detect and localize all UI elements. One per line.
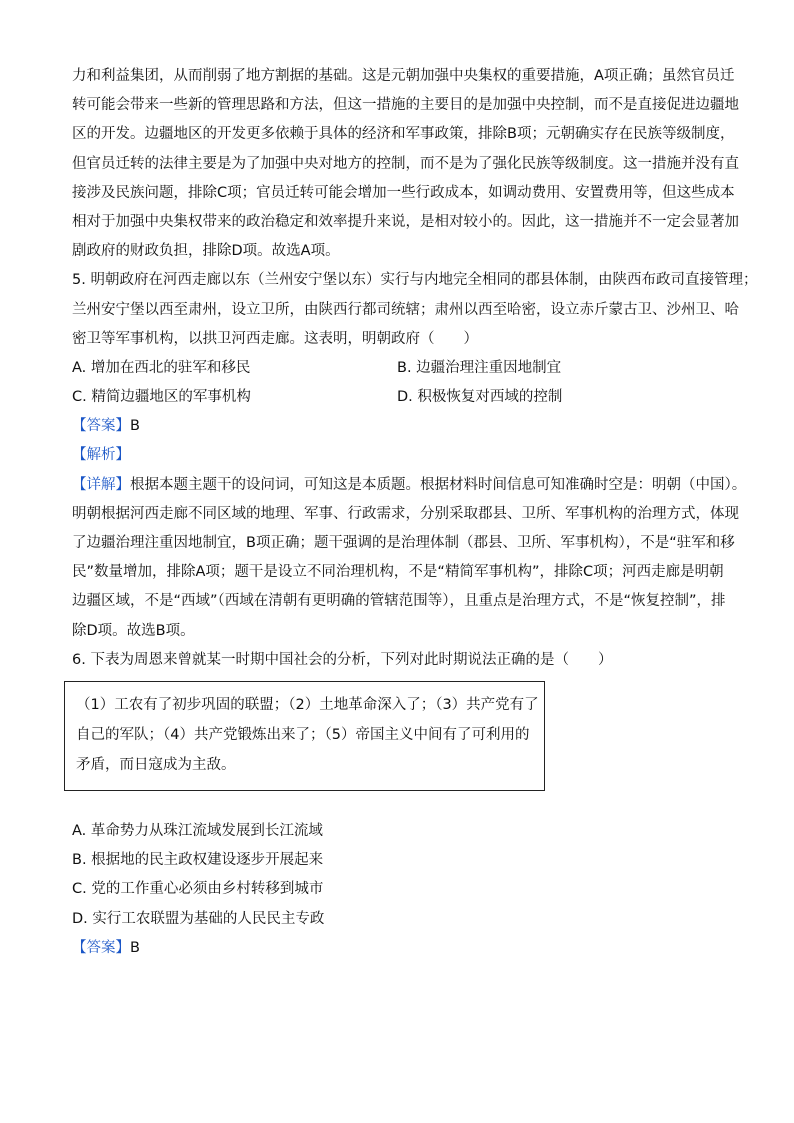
- text-line: 相对于加强中央集权带来的政治稳定和效率提升来说，是相对较小的。因此，这一措施并不一定会显著加: [72, 213, 739, 230]
- quote-line: 自己的军队；（4）共产党锻炼出来了；（5）帝国主义中间有了可利用的: [76, 726, 530, 743]
- option-a: A. 增加在西北的驻军和移民: [72, 359, 251, 376]
- option-b: B. 根据地的民主政权建设逐步开展起来: [72, 852, 324, 869]
- question-stem-line: 5. 明朝政府在河西走廊以东（兰州安宁堡以东）实行与内地完全相同的郡县体制，由陕西布政司直接管理；: [72, 272, 758, 289]
- text-line: 接涉及民族问题，排除C项；官员迁转可能会增加一些行政成本，如调动费用、安置费用等，但这些成本: [72, 184, 735, 201]
- quote-line: 矛盾，而日寇成为主敌。: [76, 756, 236, 773]
- answer-value: B: [130, 939, 140, 956]
- option-a: A. 革命势力从珠江流域发展到长江流域: [72, 822, 323, 839]
- text-line: 力和利益集团，从而削弱了地方割据的基础。这是元朝加强中央集权的重要措施，A项正确；虽然官员迁: [72, 68, 735, 84]
- detail-line: 边疆区域，不是“西域”（西域在清朝有更明确的管辖范围等），且重点是治理方式，不是“恢复控制”，排: [72, 593, 726, 610]
- options-row: [72, 354, 724, 383]
- detail-line: 了边疆治理注重因地制宜，B项正确；题干强调的是治理体制（郡县、卫所、军事机构），不是“驻军和移: [72, 535, 735, 551]
- answer-label: 【答案】: [72, 939, 130, 956]
- analysis-label: 【解析】: [72, 447, 130, 464]
- option-c: C. 党的工作重心必须由乡村转移到城市: [72, 881, 324, 898]
- answer-line: [72, 412, 724, 441]
- option-b: B. 边疆治理注重因地制宜: [397, 359, 562, 376]
- detail-line: [72, 471, 747, 500]
- text-line: 转可能会带来一些新的管理思路和方法，但这一措施的主要目的是加强中央控制，而不是直接促进边疆地: [72, 97, 739, 114]
- question-stem-line: 6. 下表为周恩来曾就某一时期中国社会的分析，下列对此时期说法正确的是（ ）: [72, 651, 613, 668]
- answer-label: 【答案】: [72, 418, 130, 435]
- detail-label: 【详解】: [72, 476, 130, 493]
- quote-table: [64, 681, 545, 791]
- quote-line: （1）工农有了初步巩固的联盟；（2）土地革命深入了；（3）共产党有了: [76, 696, 539, 713]
- previous-explanation: [72, 62, 739, 266]
- answer-line: [72, 934, 724, 963]
- question-5: [72, 266, 758, 645]
- option-d: D. 实行工农联盟为基础的人民民主专政: [72, 910, 325, 927]
- options-row: [72, 383, 724, 412]
- question-stem-line: 兰州安宁堡以西至肃州，设立卫所，由陕西行都司统辖；肃州以西至哈密，设立赤斤蒙古卫、沙州卫、哈: [72, 301, 739, 318]
- detail-text: 根据本题主题干的设问词，可知这是本质题。根据材料时间信息可知准确时空是：明朝（中国）。: [130, 476, 747, 493]
- text-line: 区的开发。边疆地区的开发更多依赖于具体的经济和军事政策，排除B项；元朝确实存在民族等级制度，: [72, 126, 735, 143]
- document-page: [72, 62, 758, 963]
- option-c: C. 精简边疆地区的军事机构: [72, 389, 251, 406]
- detail-line: 除D项。故选B项。: [72, 622, 195, 639]
- answer-value: B: [130, 418, 140, 435]
- text-line: 但官员迁转的法律主要是为了加强中央对地方的控制，而不是为了强化民族等级制度。这一措施并没有直: [72, 155, 739, 172]
- detail-line: 明朝根据河西走廊不同区域的地理、军事、行政需求，分别采取郡县、卫所、军事机构的治理方式，体现: [72, 505, 739, 522]
- question-stem-line: 密卫等军事机构，以拱卫河西走廊。这表明，明朝政府（ ）: [72, 330, 478, 347]
- text-line: 剧政府的财政负担，排除D项。故选A项。: [72, 243, 340, 260]
- detail-line: 民”数量增加，排除A项；题干是设立不同治理机构，不是“精简军事机构”，排除C项；河西走廊是明朝: [72, 564, 724, 581]
- question-6: [72, 646, 724, 963]
- analysis-line: [72, 441, 724, 470]
- option-d: D. 积极恢复对西域的控制: [397, 389, 563, 406]
